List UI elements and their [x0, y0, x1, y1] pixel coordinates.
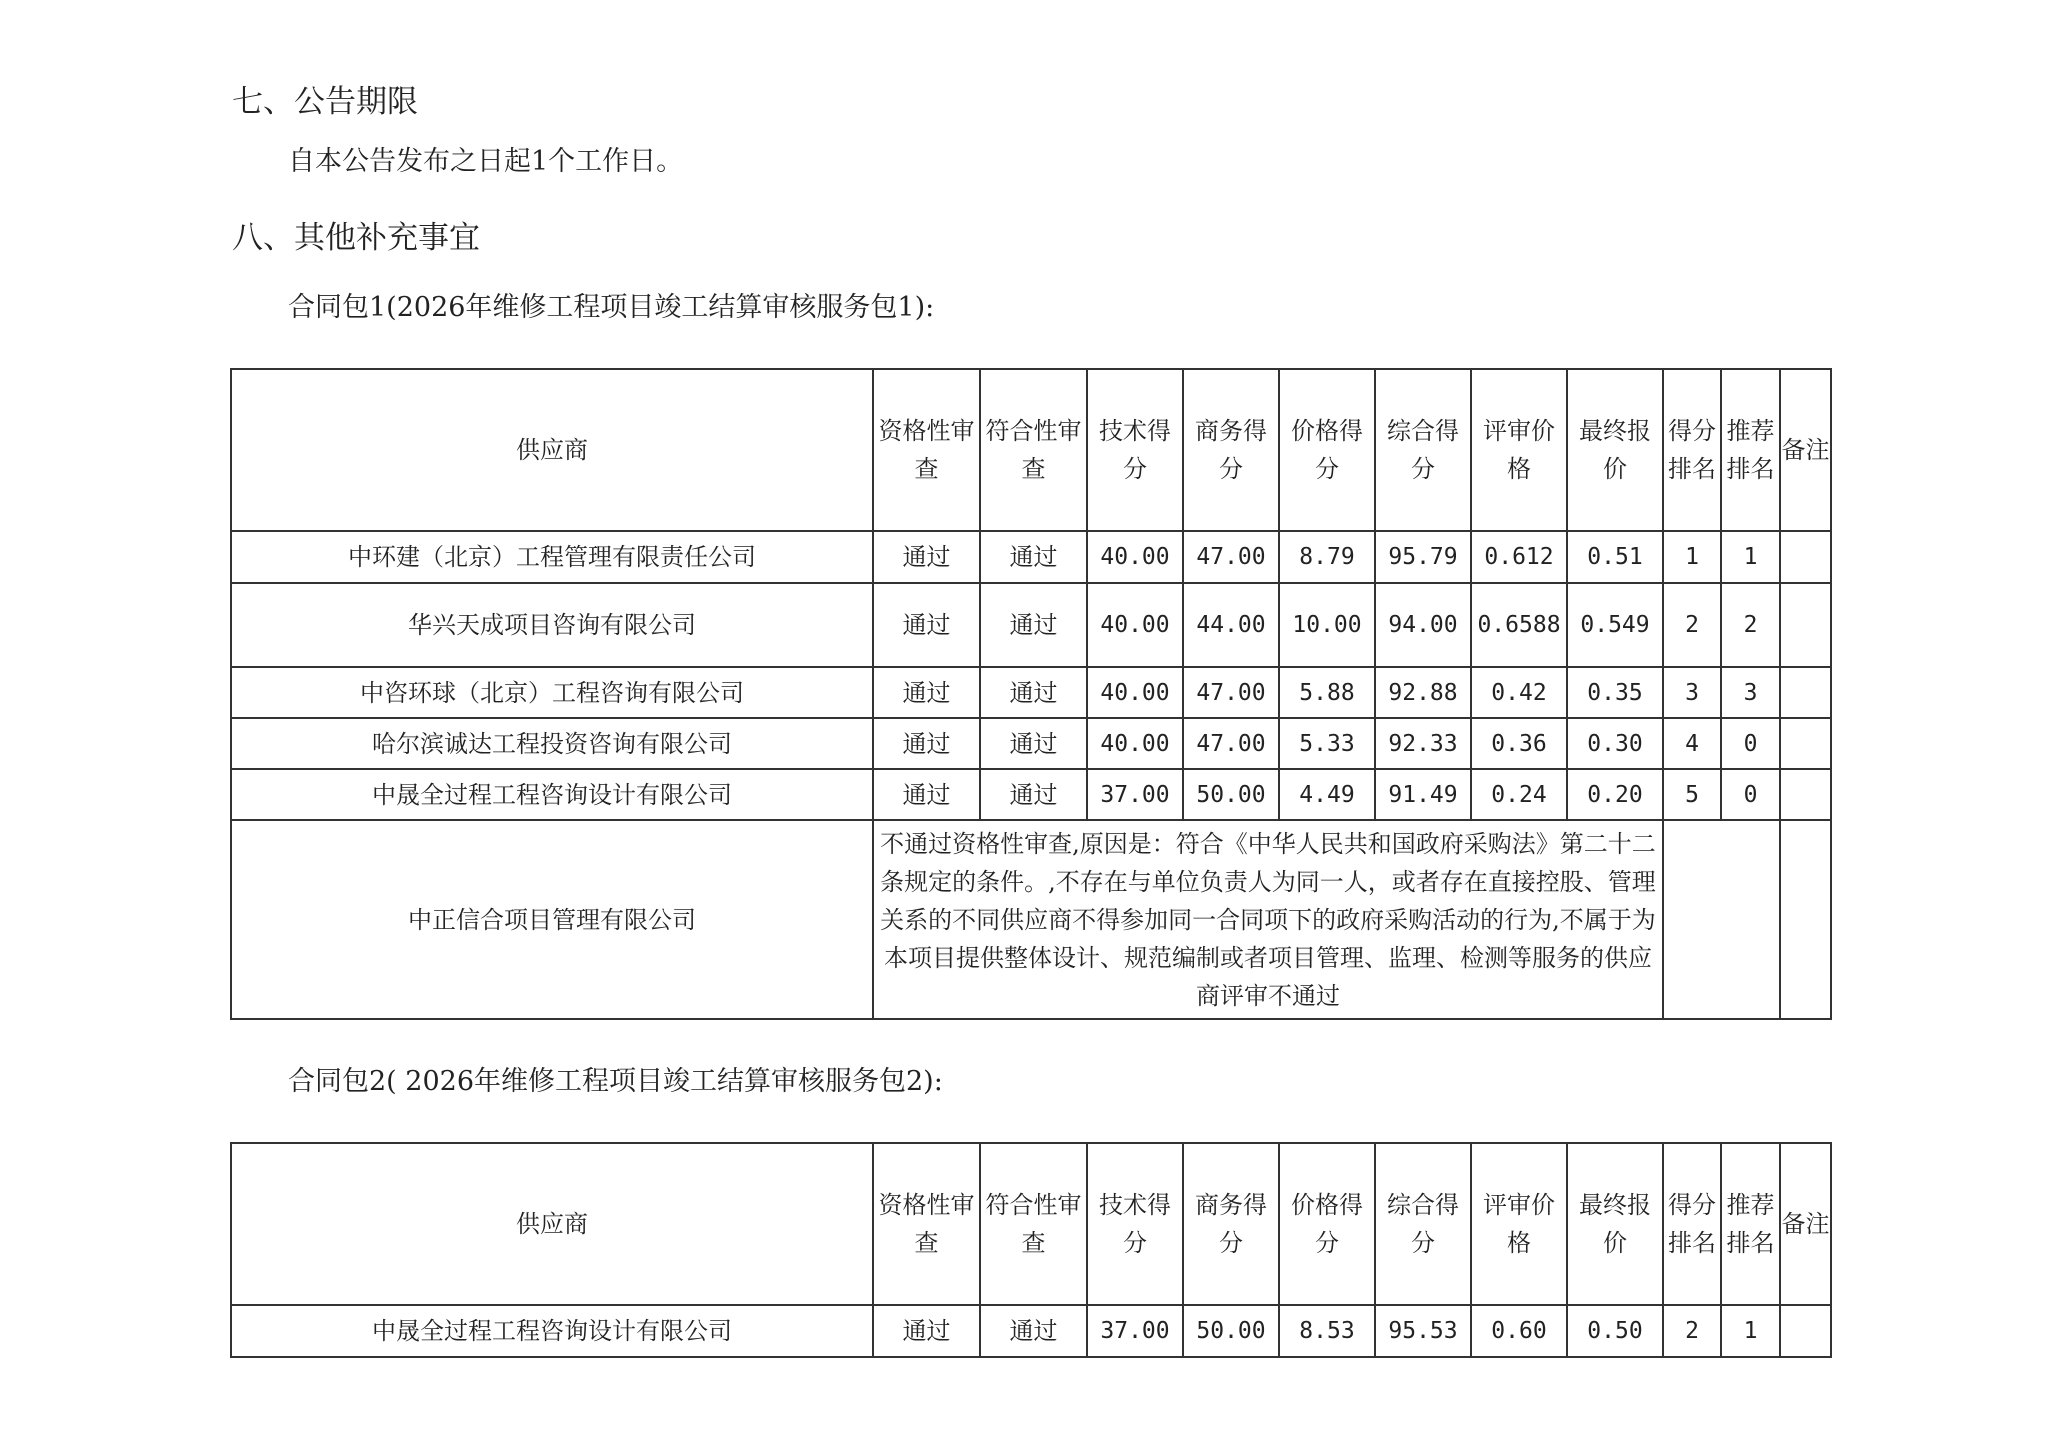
failed-supplier-row — [231, 820, 1831, 1019]
cell-recommend-rank: 0 — [1721, 718, 1780, 769]
cell-final-quote: 0.35 — [1567, 667, 1663, 718]
header-price-score: 价格得分 — [1279, 1143, 1375, 1305]
cell-score-rank: 1 — [1663, 531, 1721, 583]
cell-business-score: 47.00 — [1183, 531, 1279, 583]
cell-price-score: 5.33 — [1279, 718, 1375, 769]
header-review-price: 评审价格 — [1471, 1143, 1567, 1305]
header-row — [231, 369, 1831, 531]
cell-qualification: 通过 — [873, 667, 980, 718]
cell-business-score: 50.00 — [1183, 1305, 1279, 1357]
cell-tech-score: 40.00 — [1087, 718, 1183, 769]
cell-final-quote: 0.51 — [1567, 531, 1663, 583]
cell-total-score: 95.79 — [1375, 531, 1471, 583]
cell-tech-score: 40.00 — [1087, 667, 1183, 718]
cell-compliance: 通过 — [980, 583, 1087, 667]
cell-review-price: 0.24 — [1471, 769, 1567, 820]
cell-final-quote: 0.30 — [1567, 718, 1663, 769]
cell-final-quote: 0.549 — [1567, 583, 1663, 667]
header-final-quote: 最终报价 — [1567, 369, 1663, 531]
cell-supplier: 哈尔滨诚达工程投资咨询有限公司 — [231, 718, 873, 769]
package-1-table — [230, 368, 1832, 1020]
table-row — [231, 718, 1831, 769]
cell-recommend-rank: 1 — [1721, 1305, 1780, 1357]
package-2-table — [230, 1142, 1832, 1358]
cell-business-score: 47.00 — [1183, 718, 1279, 769]
table-row — [231, 531, 1831, 583]
header-business-score: 商务得分 — [1183, 369, 1279, 531]
cell-total-score: 94.00 — [1375, 583, 1471, 667]
header-final-quote: 最终报价 — [1567, 1143, 1663, 1305]
cell-qualification: 通过 — [873, 769, 980, 820]
cell-total-score: 92.33 — [1375, 718, 1471, 769]
cell-remarks — [1780, 769, 1831, 820]
header-total-score: 综合得分 — [1375, 369, 1471, 531]
cell-price-score: 10.00 — [1279, 583, 1375, 667]
cell-recommend-rank: 0 — [1721, 769, 1780, 820]
cell-compliance: 通过 — [980, 667, 1087, 718]
section-7-text: 自本公告发布之日起1个工作日。 — [288, 146, 684, 177]
header-business-score: 商务得分 — [1183, 1143, 1279, 1305]
cell-tech-score: 37.00 — [1087, 1305, 1183, 1357]
header-recommend-rank: 推荐排名 — [1721, 369, 1780, 531]
cell-score-rank: 2 — [1663, 1305, 1721, 1357]
cell-compliance: 通过 — [980, 769, 1087, 820]
header-qualification: 资格性审查 — [873, 1143, 980, 1305]
cell-compliance: 通过 — [980, 531, 1087, 583]
header-price-score: 价格得分 — [1279, 369, 1375, 531]
cell-recommend-rank: 2 — [1721, 583, 1780, 667]
cell-remarks — [1780, 667, 1831, 718]
table-row — [231, 769, 1831, 820]
cell-review-price: 0.42 — [1471, 667, 1567, 718]
header-score-rank: 得分排名 — [1663, 1143, 1721, 1305]
cell-business-score: 47.00 — [1183, 667, 1279, 718]
cell-supplier: 华兴天成项目咨询有限公司 — [231, 583, 873, 667]
cell-compliance: 通过 — [980, 718, 1087, 769]
header-supplier: 供应商 — [231, 1143, 873, 1305]
cell-review-price: 0.60 — [1471, 1305, 1567, 1357]
cell-qualification: 通过 — [873, 531, 980, 583]
cell-tech-score: 40.00 — [1087, 583, 1183, 667]
header-supplier: 供应商 — [231, 369, 873, 531]
cell-total-score: 91.49 — [1375, 769, 1471, 820]
header-compliance: 符合性审查 — [980, 1143, 1087, 1305]
package-2-caption: 合同包2( 2026年维修工程项目竣工结算审核服务包2): — [288, 1066, 943, 1097]
cell-recommend-rank: 1 — [1721, 531, 1780, 583]
header-tech-score: 技术得分 — [1087, 1143, 1183, 1305]
cell-final-quote: 0.50 — [1567, 1305, 1663, 1357]
cell-price-score: 8.53 — [1279, 1305, 1375, 1357]
cell-total-score: 95.53 — [1375, 1305, 1471, 1357]
cell-qualification: 通过 — [873, 718, 980, 769]
cell-failed-reason: 不通过资格性审查,原因是：符合《中华人民共和国政府采购法》第二十二条规定的条件。,不存在与单位负责人为同一人，或者存在直接控股、管理关系的不同供应商不得参加同一合同项下的政府采购活动的行为,不属于为本项目提供整体设计、规范编制或者项目管理、监理、检测等服务的供应商评审不通过 — [873, 820, 1663, 1019]
cell-score-rank: 4 — [1663, 718, 1721, 769]
cell-failed-supplier: 中正信合项目管理有限公司 — [231, 820, 873, 1019]
cell-supplier: 中环建（北京）工程管理有限责任公司 — [231, 531, 873, 583]
table-row — [231, 1305, 1831, 1357]
cell-failed-remarks — [1780, 820, 1831, 1019]
header-review-price: 评审价格 — [1471, 369, 1567, 531]
cell-price-score: 5.88 — [1279, 667, 1375, 718]
cell-compliance: 通过 — [980, 1305, 1087, 1357]
header-qualification: 资格性审查 — [873, 369, 980, 531]
cell-business-score: 44.00 — [1183, 583, 1279, 667]
header-row — [231, 1143, 1831, 1305]
header-remarks: 备注 — [1780, 369, 1831, 531]
cell-review-price: 0.612 — [1471, 531, 1567, 583]
section-7-title: 七、公告期限 — [232, 84, 418, 120]
cell-tech-score: 40.00 — [1087, 531, 1183, 583]
cell-recommend-rank: 3 — [1721, 667, 1780, 718]
cell-review-price: 0.6588 — [1471, 583, 1567, 667]
table-row — [231, 667, 1831, 718]
section-8-title: 八、其他补充事宜 — [232, 220, 480, 256]
cell-supplier: 中咨环球（北京）工程咨询有限公司 — [231, 667, 873, 718]
cell-remarks — [1780, 531, 1831, 583]
cell-failed-rank — [1663, 820, 1780, 1019]
cell-supplier: 中晟全过程工程咨询设计有限公司 — [231, 769, 873, 820]
cell-final-quote: 0.20 — [1567, 769, 1663, 820]
header-compliance: 符合性审查 — [980, 369, 1087, 531]
header-total-score: 综合得分 — [1375, 1143, 1471, 1305]
cell-remarks — [1780, 718, 1831, 769]
cell-total-score: 92.88 — [1375, 667, 1471, 718]
cell-review-price: 0.36 — [1471, 718, 1567, 769]
header-remarks: 备注 — [1780, 1143, 1831, 1305]
cell-tech-score: 37.00 — [1087, 769, 1183, 820]
header-tech-score: 技术得分 — [1087, 369, 1183, 531]
cell-score-rank: 3 — [1663, 667, 1721, 718]
cell-qualification: 通过 — [873, 583, 980, 667]
header-recommend-rank: 推荐排名 — [1721, 1143, 1780, 1305]
cell-qualification: 通过 — [873, 1305, 980, 1357]
table-row — [231, 583, 1831, 667]
cell-price-score: 8.79 — [1279, 531, 1375, 583]
cell-score-rank: 2 — [1663, 583, 1721, 667]
header-score-rank: 得分排名 — [1663, 369, 1721, 531]
cell-business-score: 50.00 — [1183, 769, 1279, 820]
cell-score-rank: 5 — [1663, 769, 1721, 820]
cell-remarks — [1780, 1305, 1831, 1357]
cell-supplier: 中晟全过程工程咨询设计有限公司 — [231, 1305, 873, 1357]
cell-remarks — [1780, 583, 1831, 667]
cell-price-score: 4.49 — [1279, 769, 1375, 820]
package-1-caption: 合同包1(2026年维修工程项目竣工结算审核服务包1): — [288, 292, 935, 323]
